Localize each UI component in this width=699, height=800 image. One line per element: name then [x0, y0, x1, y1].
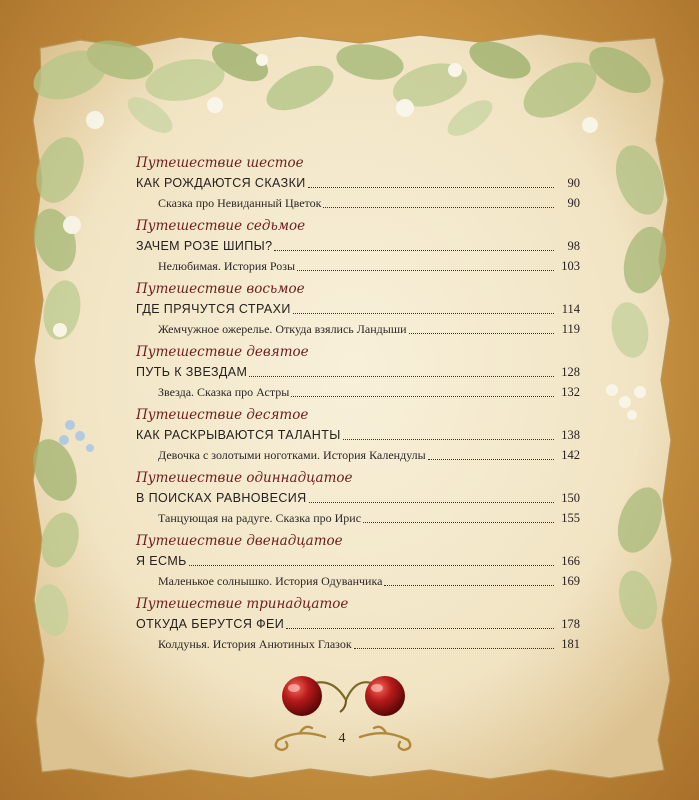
- entry-page: 169: [561, 574, 580, 588]
- toc-section: [136, 279, 580, 339]
- toc-entry-sub[interactable]: [136, 445, 580, 465]
- entry-page: 98: [567, 239, 580, 253]
- entry-page: 128: [561, 365, 580, 379]
- entry-page: 114: [561, 302, 580, 316]
- section-heading: Путешествие шестое: [136, 155, 304, 171]
- entry-page: 90: [567, 196, 580, 210]
- toc-entry-main[interactable]: [136, 614, 580, 634]
- entry-title: ПУТЬ К ЗВЕЗДАМ: [136, 365, 248, 379]
- dot-leader: [343, 439, 554, 440]
- dot-leader: [308, 187, 554, 188]
- dot-leader: [291, 396, 554, 397]
- entry-page: 103: [561, 259, 580, 273]
- entry-page: 138: [561, 428, 580, 442]
- dot-leader: [323, 207, 554, 208]
- entry-title: Звезда. Сказка про Астры: [158, 385, 290, 399]
- entry-title: ЗАЧЕМ РОЗЕ ШИПЫ?: [136, 239, 273, 253]
- table-of-contents: [136, 153, 580, 654]
- dot-leader: [409, 333, 555, 334]
- dot-leader: [274, 250, 554, 251]
- section-heading: Путешествие двенадцатое: [136, 533, 343, 549]
- toc-entry-main[interactable]: [136, 488, 580, 508]
- entry-page: 178: [561, 617, 580, 631]
- entry-title: Девочка с золотыми ноготками. История Календулы: [158, 448, 426, 462]
- toc-entry-sub[interactable]: [136, 571, 580, 591]
- toc-section: [136, 405, 580, 465]
- entry-title: Я ЕСМЬ: [136, 554, 187, 568]
- toc-entry-sub[interactable]: [136, 634, 580, 654]
- toc-section: [136, 531, 580, 591]
- toc-section: [136, 216, 580, 276]
- dot-leader: [297, 270, 554, 271]
- dot-leader: [293, 313, 554, 314]
- section-heading: Путешествие одиннадцатое: [136, 470, 353, 486]
- toc-entry-main[interactable]: [136, 551, 580, 571]
- entry-page: 150: [561, 491, 580, 505]
- toc-entry-main[interactable]: [136, 362, 580, 382]
- entry-page: 155: [561, 511, 580, 525]
- entry-title: КАК РАСКРЫВАЮТСЯ ТАЛАНТЫ: [136, 428, 341, 442]
- toc-entry-sub[interactable]: [136, 193, 580, 213]
- entry-title: Танцующая на радуге. Сказка про Ирис: [158, 511, 362, 525]
- entry-title: Жемчужное ожерелье. Откуда взялись Ландыши: [158, 322, 407, 336]
- entry-page: 142: [561, 448, 580, 462]
- toc-section: [136, 468, 580, 528]
- entry-page: 166: [561, 554, 580, 568]
- dot-leader: [363, 522, 554, 523]
- dot-leader: [428, 459, 554, 460]
- entry-title: Маленькое солнышко. История Одуванчика: [158, 574, 383, 588]
- toc-section: [136, 342, 580, 402]
- entry-title: Сказка про Невиданный Цветок: [158, 196, 322, 210]
- entry-page: 119: [561, 322, 580, 336]
- entry-page: 132: [561, 385, 580, 399]
- section-heading: Путешествие восьмое: [136, 281, 305, 297]
- toc-entry-sub[interactable]: [136, 382, 580, 402]
- toc-entry-main[interactable]: [136, 173, 580, 193]
- toc-entry-sub[interactable]: [136, 319, 580, 339]
- toc-section: [136, 153, 580, 213]
- toc-entry-sub[interactable]: [136, 508, 580, 528]
- entry-page: 181: [561, 637, 580, 651]
- toc-section: [136, 594, 580, 654]
- section-heading: Путешествие девятое: [136, 344, 309, 360]
- dot-leader: [249, 376, 554, 377]
- entry-title: Колдунья. История Анютиных Глазок: [158, 637, 352, 651]
- entry-title: В ПОИСКАХ РАВНОВЕСИЯ: [136, 491, 307, 505]
- toc-entry-main[interactable]: [136, 299, 580, 319]
- dot-leader: [384, 585, 554, 586]
- page-number: 4: [338, 731, 346, 746]
- entry-page: 90: [567, 176, 580, 190]
- toc-entry-main[interactable]: [136, 236, 580, 256]
- entry-title: ГДЕ ПРЯЧУТСЯ СТРАХИ: [136, 302, 291, 316]
- entry-title: Нелюбимая. История Розы: [158, 259, 296, 273]
- entry-title: ОТКУДА БЕРУТСЯ ФЕИ: [136, 617, 285, 631]
- dot-leader: [189, 565, 554, 566]
- entry-title: КАК РОЖДАЮТСЯ СКАЗКИ: [136, 176, 306, 190]
- dot-leader: [309, 502, 554, 503]
- section-heading: Путешествие седьмое: [136, 218, 306, 234]
- toc-entry-main[interactable]: [136, 425, 580, 445]
- toc-entry-sub[interactable]: [136, 256, 580, 276]
- dot-leader: [354, 648, 554, 649]
- section-heading: Путешествие десятое: [136, 407, 309, 423]
- dot-leader: [286, 628, 554, 629]
- section-heading: Путешествие тринадцатое: [136, 596, 349, 612]
